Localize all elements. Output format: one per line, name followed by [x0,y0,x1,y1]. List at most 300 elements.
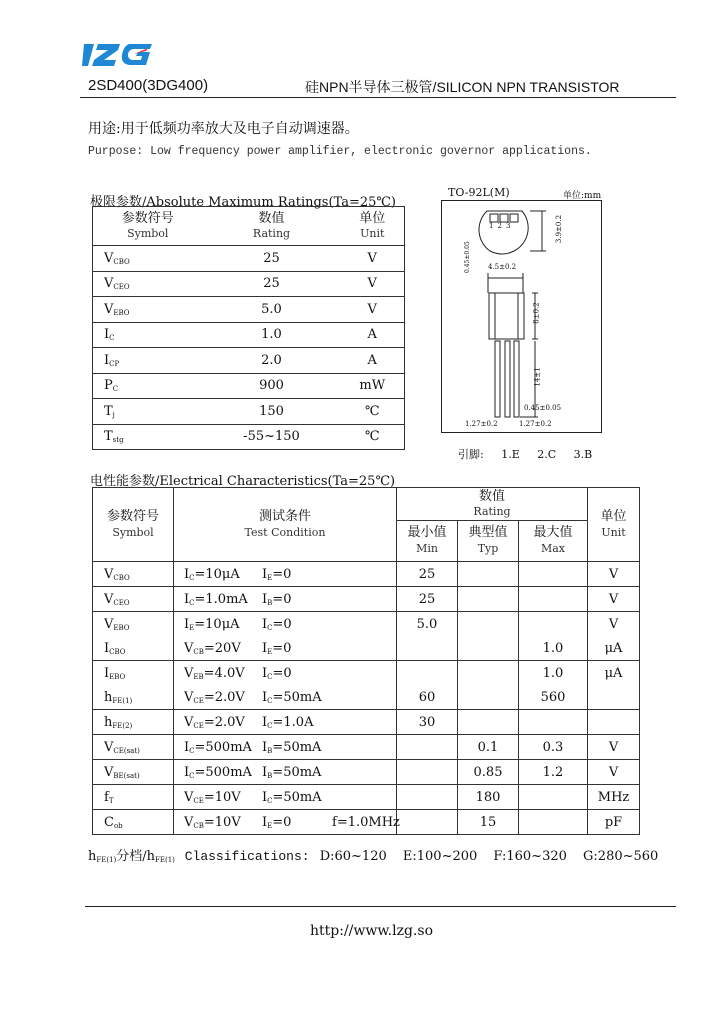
condition-sub: E [189,624,195,632]
condition-sub: C [267,797,273,805]
condition-sub: C [189,772,195,780]
condition-cell [174,661,397,686]
unit-cell: V [588,735,640,760]
footer-url-link[interactable]: http://www.lzg.so [310,923,433,939]
condition-cell [174,760,397,785]
symbol-cell [93,710,174,735]
condition [184,815,241,830]
unit-cell: V [341,297,405,323]
typ-cell [458,612,519,637]
rating-cell: 5.0 [203,297,341,323]
class-range-e: E:100~200 [402,849,478,864]
unit-cell: A [341,348,405,374]
header-rating-en: Rating [473,505,511,518]
max-cell: 1.0 [519,661,588,686]
rating-cell: 900 [203,373,341,399]
abs-max-row [93,348,405,374]
condition-value: =0 [272,617,292,632]
condition-value: =50mA [272,790,322,805]
condition [262,715,313,730]
condition-sub: C [189,599,195,607]
abs-max-header-row [93,207,405,246]
condition-var: I [184,592,190,607]
min-cell [397,810,458,835]
min-cell [397,785,458,810]
condition-var: I [262,567,268,582]
condition-value: =500mA [194,740,252,755]
dim-body-height: 8±0.2 [532,302,541,324]
min-cell: 30 [397,710,458,735]
package-drawing [441,200,602,433]
electrical-header-row [93,488,640,521]
conditions [174,562,396,586]
conditions [174,710,396,734]
condition-sub: EB [193,673,204,681]
symbol-cell [93,612,174,637]
symbol-subscript: CBO [113,257,130,266]
min-cell: 60 [397,685,458,710]
class-range-f: F:160~320 [493,849,567,864]
electrical-title: 电性能参数/Electrical Characteristics(Ta=25℃) [90,474,396,489]
abs-max-row [93,246,405,272]
header-max-cn: 最大值 [533,525,573,540]
conditions [174,636,396,660]
unit-cell: mW [341,373,405,399]
typ-cell: 0.85 [458,760,519,785]
condition-sub: CB [193,822,204,830]
condition-value: =2.0V [203,715,245,730]
header-symbol-en: Symbol [127,227,169,240]
typ-cell [458,710,519,735]
typ-cell [458,636,519,661]
min-cell: 25 [397,587,458,612]
symbol-base: I [104,352,110,368]
unit-cell [588,685,640,710]
header-unit-cn: 单位 [600,508,627,524]
condition [262,567,291,582]
class-label-cn: 分档/ [116,849,147,864]
header-unit-cn: 单位 [359,211,386,226]
symbol-cell [93,297,203,323]
electrical-row [93,587,640,612]
pin-2: 2.C [537,448,557,461]
max-cell [519,587,588,612]
dim-thickness: 3.9±0.2 [555,214,564,244]
condition-cell [174,810,400,835]
class-label-en: Classifications: [174,849,310,864]
header-rating-cn: 数值 [479,489,506,504]
symbol-base: P [104,378,113,394]
symbol-subscript: EBO [113,308,130,317]
symbol [104,327,115,342]
symbol [104,790,113,805]
condition-var: I [262,690,268,705]
symbol [104,666,125,681]
electrical-table [92,487,640,835]
condition-var: f [332,815,337,830]
condition [184,790,241,805]
package-unit-note: 单位:mm [563,191,602,201]
header-unit-en: Unit [601,525,626,539]
pin-number-1: 1 [489,222,498,230]
symbol-cell [93,246,203,272]
dim-lead-width: 0.45±0.05 [524,404,562,412]
unit-cell: V [341,271,405,297]
abs-max-row [93,373,405,399]
dim-pitch-left: 1.27±0.2 [465,420,498,428]
symbol-subscript: EBO [113,623,130,632]
symbol [104,740,140,755]
max-cell: 1.2 [519,760,588,785]
symbol-subscript: C [112,385,119,394]
unit-cell: μA [588,661,640,686]
condition-var: I [262,666,268,681]
unit-cell: MHz [588,785,640,810]
header-min-cn: 最小值 [407,525,447,540]
pins-label: 引脚: [458,448,484,461]
header-divider [80,97,676,98]
condition-sub: E [267,574,273,582]
symbol-base: V [104,250,114,266]
symbol [104,429,124,444]
symbol [104,617,130,632]
conditions [174,810,400,834]
min-cell: 5.0 [397,612,458,637]
condition [184,592,248,607]
symbol-base: V [104,616,114,632]
symbol-base: T [104,429,113,445]
condition-sub: CE [193,722,204,730]
electrical-row [93,661,640,686]
symbol [104,592,130,607]
condition [184,765,252,780]
condition-sub: CB [193,648,204,656]
conditions [174,587,396,611]
symbol-subscript: EBO [109,672,126,681]
pin-3: 3.B [573,448,593,461]
symbol-base: C [104,814,114,830]
condition-value: =2.0V [203,690,245,705]
symbol-subscript: CBO [109,647,126,656]
max-cell [519,810,588,835]
header-unit-en: Unit [360,227,385,240]
typ-cell [458,562,519,587]
condition [262,641,291,656]
symbol-cell [93,399,203,425]
condition [262,617,292,632]
symbol-subscript: CBO [113,573,130,582]
condition-sub: C [267,697,273,705]
symbol-cell [93,760,174,785]
condition-var: I [262,641,268,656]
condition-sub: E [267,822,273,830]
unit-cell: V [588,612,640,637]
conditions [174,661,396,685]
class-symbol2-sub: FE(1) [155,856,175,864]
symbol-subscript: T [108,796,114,805]
condition [262,765,321,780]
condition-value: =10V [203,815,241,830]
symbol-subscript: CEO [113,283,130,292]
symbol [104,251,130,266]
rating-cell: 2.0 [203,348,341,374]
document-title: 硅NPN半导体三极管/SILICON NPN TRANSISTOR [305,79,620,95]
condition-var: I [262,740,268,755]
pin-numbers [489,222,514,230]
condition-var: I [262,592,268,607]
hfe-classification [88,845,658,864]
min-cell [397,735,458,760]
conditions [174,760,396,784]
condition [262,592,291,607]
symbol-base: h [104,689,113,705]
typ-cell: 15 [458,810,519,835]
condition-value: =50mA [272,765,322,780]
symbol [104,353,119,368]
abs-max-title: 极限参数/Absolute Maximum Ratings(Ta=25℃) [90,195,396,210]
symbol-subscript: ob [113,821,123,830]
max-cell [519,562,588,587]
header-min-en: Min [416,542,438,555]
part-number: 2SD400(3DG400) [88,77,209,94]
condition-value: =10μA [194,567,240,582]
condition-value: =50mA [272,740,322,755]
condition-cell [174,562,397,587]
electrical-row [93,785,640,810]
condition-value: =0 [272,592,292,607]
unit-cell: V [588,760,640,785]
rating-cell: 150 [203,399,341,425]
condition-value: =20V [203,641,241,656]
condition-var: I [184,617,190,632]
condition [184,740,252,755]
condition [184,641,241,656]
condition-cell [174,612,397,637]
condition-sub: C [267,624,273,632]
condition-value: =1.0mA [194,592,248,607]
condition [184,666,245,681]
symbol-base: f [104,789,109,805]
symbol [104,378,118,393]
condition-sub: E [267,648,273,656]
symbol-base: I [104,327,110,343]
condition-value: =50mA [272,690,322,705]
electrical-row [93,735,640,760]
purpose-en: Purpose: Low frequency power amplifier, electronic governor applications. [88,145,592,158]
condition-var: V [184,715,194,730]
header-max-en: Max [540,542,566,555]
min-cell [397,636,458,661]
max-cell [519,785,588,810]
condition-cell [174,785,397,810]
symbol-base: V [104,566,114,582]
symbol-subscript: CP [109,359,120,368]
symbol [104,641,126,656]
condition [262,740,321,755]
condition-sub: B [267,599,273,607]
dim-width: 4.5±0.2 [488,263,517,271]
symbol-base: I [104,665,110,681]
symbol-base: V [104,301,114,317]
condition-value: =10μA [194,617,240,632]
header-condition-en: Test Condition [244,525,326,539]
package-outline-svg [442,201,601,432]
condition-cell [174,685,397,710]
abs-max-row [93,399,405,425]
unit-cell [588,710,640,735]
dim-pitch-right: 1.27±0.2 [519,420,552,428]
condition [262,815,291,830]
header-symbol-cn: 参数符号 [121,211,174,226]
min-cell [397,661,458,686]
class-range-d: D:60~120 [319,849,387,864]
condition-var: V [184,790,194,805]
condition-var: I [262,715,268,730]
electrical-row [93,636,640,661]
condition-var: I [262,815,268,830]
unit-cell: pF [588,810,640,835]
max-cell: 0.3 [519,735,588,760]
condition-value: =500mA [194,765,252,780]
typ-cell [458,661,519,686]
symbol-cell [93,810,174,835]
symbol-cell [93,424,203,450]
condition-sub: CE [193,797,204,805]
abs-max-row [93,271,405,297]
electrical-row [93,612,640,637]
symbol-cell [93,685,174,710]
condition-value: =10V [203,790,241,805]
condition-sub: C [267,722,273,730]
condition [184,715,245,730]
header-typ-en: Typ [477,542,499,555]
symbol-subscript: CE(sat) [113,746,140,755]
rating-cell: 25 [203,246,341,272]
min-cell [397,760,458,785]
pin-number-3: 3 [505,222,515,230]
symbol-cell [93,348,203,374]
symbol-subscript: j [112,410,115,419]
header-symbol-en: Symbol [112,525,154,539]
symbol-cell [93,271,203,297]
electrical-row [93,810,640,835]
unit-cell: ℃ [341,424,405,450]
unit-cell: A [341,322,405,348]
condition-var: V [184,815,194,830]
unit-cell: μA [588,636,640,661]
symbol-base: h [104,714,113,730]
condition [262,666,292,681]
typ-cell: 180 [458,785,519,810]
condition-value: =0 [272,815,292,830]
symbol [104,765,140,780]
symbol [104,276,130,291]
condition-var: V [184,641,194,656]
symbol-cell [93,735,174,760]
abs-max-row [93,297,405,323]
condition [184,567,240,582]
electrical-row [93,685,640,710]
symbol-cell [93,562,174,587]
symbol [104,715,132,730]
symbol-base: V [104,591,114,607]
condition-var: I [262,617,268,632]
condition-value: =0 [272,641,292,656]
symbol-cell [93,322,203,348]
symbol [104,690,132,705]
class-symbol-sub: FE(1) [96,856,117,864]
footer-divider [85,906,676,907]
condition-cell [174,636,397,661]
unit-cell: V [341,246,405,272]
condition [184,690,245,705]
symbol-base: T [104,403,113,419]
condition [262,690,322,705]
condition-sub: C [267,673,273,681]
condition-sub: C [189,574,195,582]
symbol-subscript: FE(1) [112,696,133,705]
conditions [174,685,396,709]
condition-var: V [184,666,194,681]
rating-cell: -55~150 [203,424,341,450]
condition-sub: B [267,772,273,780]
header-symbol-cn: 参数符号 [106,508,159,524]
condition-var: I [184,567,190,582]
symbol-cell [93,373,203,399]
condition-sub: C [189,747,195,755]
condition [262,790,322,805]
lzg-logo [82,40,154,74]
max-cell [519,710,588,735]
header-typ-cn: 典型值 [468,525,508,540]
class-symbol [88,849,116,864]
symbol-cell [93,587,174,612]
symbol-subscript: CEO [113,598,130,607]
condition-sub: B [267,747,273,755]
rating-cell: 1.0 [203,322,341,348]
purpose-cn: 用途:用于低频功率放大及电子自动调速器。 [88,121,359,137]
symbol-cell [93,636,174,661]
symbol [104,815,123,830]
symbol-base: V [104,276,114,292]
symbol [104,302,130,317]
condition-var: I [262,765,268,780]
condition-var: V [184,690,194,705]
condition-var: I [262,790,268,805]
abs-max-table [92,206,405,450]
condition-cell [174,735,397,760]
symbol-cell [93,785,174,810]
symbol [104,567,130,582]
condition-sub: CE [193,697,204,705]
header-rating-en: Rating [252,227,291,240]
class-symbol2-base: h [146,849,156,864]
unit-cell: ℃ [341,399,405,425]
header-rating-cn: 数值 [258,211,285,226]
symbol-subscript: BE(sat) [113,771,140,780]
unit-cell: V [588,562,640,587]
condition-cell [174,587,397,612]
dim-lead-offset: 0.45±0.05 [464,241,471,273]
symbol-subscript: C [109,334,115,343]
condition-var: I [184,765,190,780]
symbol-base: V [104,739,114,755]
conditions [174,612,396,636]
conditions [174,735,396,759]
typ-cell: 0.1 [458,735,519,760]
condition-value: =1.0MHz [336,815,400,830]
symbol-subscript: stg [112,436,124,445]
